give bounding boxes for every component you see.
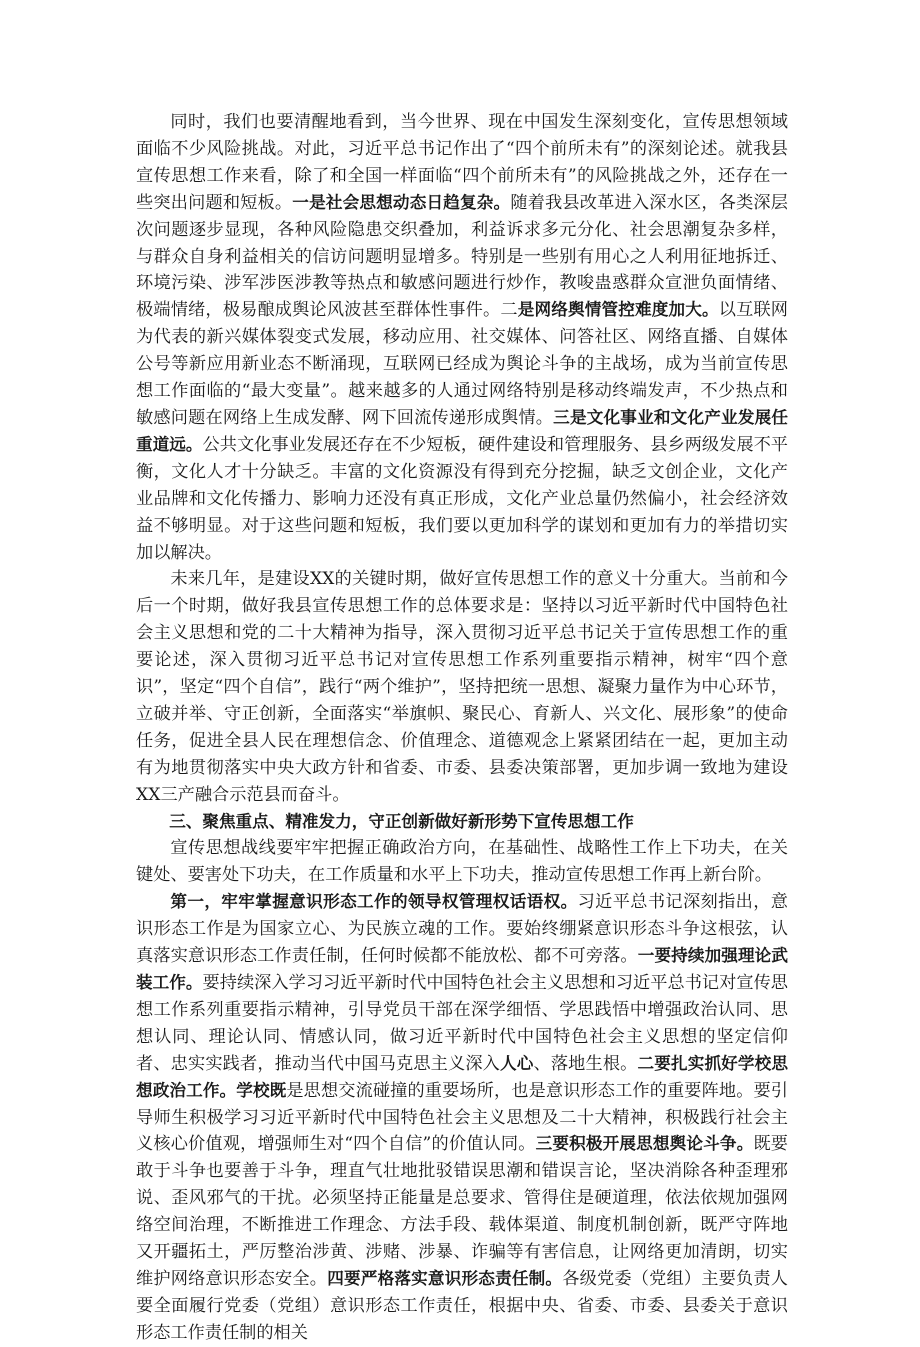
bold-point: 人心 — [500, 1053, 534, 1073]
bold-point: 是网络舆情管控难度加大。 — [517, 300, 719, 320]
document-page — [136, 109, 788, 1347]
bold-point: 三要积极开展思想舆论斗争。 — [535, 1134, 754, 1154]
text-run: 是思想交流碰撞的重要场所，也是意识形态工作的重要阵地。要引导师生积极学习习近平新时代中国特色社会主义思想及二十大精神，积极践行社会主义核心价值观，增强师生对“四个自信”的价值认同。 — [136, 1080, 788, 1155]
bold-point: 四要严格落实意识形态责任制。 — [327, 1268, 563, 1288]
section-heading: 三、聚焦重点、精准发力，守正创新做好新形势下宣传思想工作 — [169, 811, 634, 831]
bold-point: 第一，牢牢掌握意识形态工作的领导权管理权话语权。 — [170, 892, 578, 912]
bold-point: 一要持续加强理论武装工作。 — [136, 946, 788, 992]
paragraph-ideology — [136, 889, 788, 1346]
bold-point: 一是社会思想动态日趋复杂。 — [292, 192, 511, 212]
paragraph-risks — [136, 109, 788, 566]
text-run: 公共文化事业发展还存在不少短板，硬件建设和管理服务、县乡两级发展不平衡，文化人才十分缺乏。丰富的文化资源没有得到充分挖掘，缺乏文创企业，文化产业品牌和文化传播力、影响力还没有真正形成，文化产业总量仍然偏小，社会经济效益不够明显。对于这些问题和短板，我们要以更加科学的谋划和更加有力的举措切实加以解决。 — [136, 434, 788, 563]
text-run: 同时，我们也要清醒地看到，当今世界、现在中国发生深刻变化，宣传思想领域面临不少风险挑战。对此，习近平总书记作出了“四个前所未有”的深刻论述。就我县宣传思想工作来看，除了和全国一样面临“四个前所未有”的风险挑战之外，还存在一些突出问题和短板。 — [136, 112, 788, 213]
text-run: 要持续深入学习习近平新时代中国特色社会主义思想和习近平总书记对宣传思想工作系列重要指示精神，引导党员干部在深学细悟、学思践悟中增强政治认同、思想认同、理论认同、情感认同，做习近平新时代中国特色社会主义思想的坚定信仰者、忠实实践者，推动当代中国马克思主义深入 — [136, 973, 788, 1074]
text-run: 、落地生根。 — [533, 1053, 638, 1074]
text-run: 各级党委（党组）主要负责人要全面履行党委（党组）意识形态工作责任，根据中央、省委、市委、县委关于意识形态工作责任制的相关 — [136, 1268, 788, 1343]
text-run: 随着我县改革进入深水区，各类深层次问题逐步显现，各种风险隐患交织叠加，利益诉求多元分化、社会思潮复杂多样，与群众自身利益相关的信访问题明显增多。特别是一些别有用心之人利用征地拆迁、环境污染、涉军涉医涉教等热点和敏感问题进行炒作，教唆蛊惑群众宣泄负面情绪、极端情绪，极易酿成舆论风波甚至群体性事件。二 — [136, 192, 788, 321]
paragraph-requirements: 未来几年，是建设XX的关键时期，做好宣传思想工作的意义十分重大。当前和今后一个时期，做好我县宣传思想工作的总体要求是：坚持以习近平新时代中国特色社会主义思想和党的二十大精神为指导，深入贯彻习近平总书记关于宣传思想工作的重要论述，深入贯彻习近平总书记对宣传思想工作系列重要指示精神，树牢“四个意识”，坚定“四个自信”，践行“两个维护”，坚持把统一思想、凝聚力量作为中心环节，立破并举、守正创新，全面落实“举旗帜、聚民心、育新人、兴文化、展形象”的使命任务，促进全县人民在理想信念、价值理念、道德观念上紧紧团结在一起，更加主动有为地贯彻落实中央大政方针和省委、市委、县委决策部署，更加步调一致地为建设XX三产融合示范县而奋斗。 — [136, 569, 788, 805]
bold-point: 二要扎实抓好学校思想政治工作。学校既 — [136, 1053, 788, 1100]
text-run: 以互联网为代表的新兴媒体裂变式发展，移动应用、社交媒体、问答社区、网络直播、自媒体公号等新应用新业态不断涌现，互联网已经成为舆论斗争的主战场，成为当前宣传思想工作面临的“最大变量”。越来越多的人通过网络特别是移动终端发声，不少热点和敏感问题在网络上生成发酵、网下回流传递形成舆情。 — [136, 300, 788, 428]
bold-point: 三是文化事业和文化产业发展任重道远。 — [136, 407, 788, 454]
paragraph-intro: 宣传思想战线要牢牢把握正确政治方向，在基础性、战略性工作上下功夫，在关键处、要害处下功夫，在工作质量和水平上下功夫，推动宣传思想工作再上新台阶。 — [136, 838, 788, 886]
text-run: 既要敢于斗争也要善于斗争，理直气壮地批驳错误思潮和错误言论，坚决消除各种歪理邪说、歪风邪气的干扰。必须坚持正能量是总要求、管得住是硬道理，依法依规加强网络空间治理，不断推进工作理念、方法手段、载体渠道、制度机制创新，既严守阵地又开疆拓土，严厉整治涉黄、涉赌、涉暴、诈骗等有害信息，让网络更加清朗，切实维护网络意识形态安全。 — [136, 1134, 788, 1289]
text-run: 习近平总书记深刻指出，意识形态工作是为国家立心、为民族立魂的工作。要始终绷紧意识形态斗争这根弦，认真落实意识形态工作责任制，任何时候都不能放松、都不可旁落。 — [136, 892, 788, 967]
